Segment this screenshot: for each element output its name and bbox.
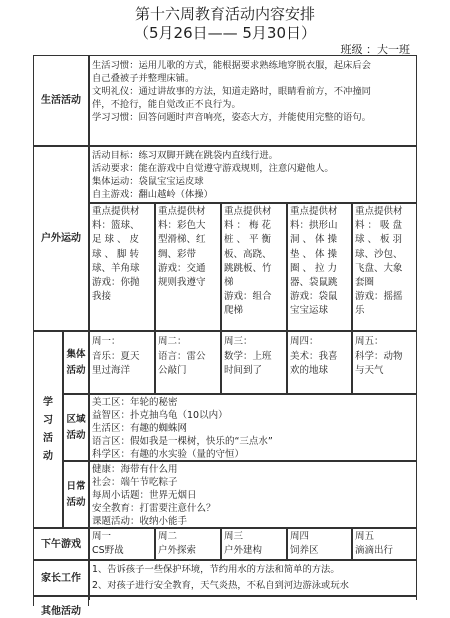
study-label: 学 习 活 动: [33, 331, 63, 528]
day-label: 周二：: [158, 336, 187, 347]
afternoon-day-5: [352, 528, 417, 560]
other-content: [89, 596, 417, 600]
day-text: 滴滴出行: [355, 544, 394, 556]
area-line: 语言区：假如我是一棵树，快乐的“三点水”: [92, 436, 273, 447]
area-activity-content: [89, 394, 417, 461]
outdoor-line: 活动目标：练习双脚开跳在跳袋内直线行进。: [92, 150, 278, 161]
outdoor-col-line: 飞盘、大象: [355, 262, 403, 274]
day-label: 周五: [355, 531, 375, 542]
daily-activity-label: 日常 活动: [63, 461, 89, 528]
page-title: 第十六周教育活动内容安排: [134, 5, 315, 23]
day-label: 周一: [92, 531, 112, 542]
outdoor-col-line: 器、袋鼠跳: [290, 277, 338, 289]
group-day-1: [89, 331, 155, 394]
group-activity-label: 集体 活动: [63, 331, 89, 394]
daily-line: 课题活动：收纳小能手: [92, 516, 188, 527]
outdoor-col-line: 游戏：你抛: [92, 277, 140, 289]
outdoor-col-line: 游戏：交通: [158, 262, 206, 274]
life-content: [89, 55, 417, 146]
area-line: 生活区：有趣的蜘蛛网: [92, 423, 188, 434]
daily-activity-content: [89, 461, 417, 528]
outdoor-col-line: 重点提供材: [355, 206, 403, 217]
other-label: 其他活动: [33, 596, 89, 606]
area-activity-label: 区域 活动: [63, 394, 89, 461]
group-day-3: [221, 331, 287, 394]
afternoon-day-1: [89, 528, 155, 560]
outdoor-col-line: 重点提供材: [290, 206, 338, 217]
outdoor-line: 自主游戏：翻山越岭（体操）: [92, 189, 213, 200]
outdoor-col-line: 梯: [224, 277, 234, 289]
day-text: 户外建构: [224, 544, 263, 556]
afternoon-day-4: [287, 528, 352, 560]
outdoor-col-line: 板、高跷、: [224, 248, 272, 260]
outdoor-col-line: 料：彩色大: [158, 220, 206, 232]
group-day-5: [352, 331, 417, 394]
outdoor-line: 集体运动：袋鼠宝宝运皮球: [92, 176, 204, 187]
outdoor-col-4: [287, 203, 352, 331]
class-label: 班级 ：大一班: [340, 43, 410, 56]
day-label: 周四：: [290, 336, 319, 347]
day-text: CS野战: [92, 544, 124, 556]
outdoor-col-line: 料 ： 梅 花: [224, 220, 272, 232]
outdoor-col-line: 宝宝运球: [290, 305, 329, 317]
date-range: （5月26日—— 5月30日）: [133, 24, 317, 42]
outdoor-col-line: 游戏：袋鼠: [290, 291, 338, 303]
outdoor-col-line: 跳跳板、竹: [224, 262, 272, 274]
outdoor-col-line: 规则我遵守: [158, 277, 206, 289]
group-day-2: [155, 331, 221, 394]
outdoor-col-line: 料：篮球、: [92, 220, 140, 232]
life-line: 伴，不抢行，能自觉改正不良行为。: [92, 99, 241, 110]
outdoor-col-line: 重点提供材: [158, 206, 206, 217]
outdoor-col-line: 重点提供材: [224, 206, 272, 217]
family-line: 2、对孩子进行安全教育，天气炎热，不私自到河边游泳或玩水: [92, 580, 349, 591]
schedule-table: [33, 55, 417, 617]
life-line: 生活习惯：运用儿歌的方式，能根据要求熟练地穿脱衣服，起床后会: [92, 60, 371, 71]
outdoor-col-line: 垫 、 体 操: [290, 248, 338, 260]
day-text: 饲养区: [290, 544, 319, 556]
day-text: 美术：我喜: [290, 350, 338, 362]
outdoor-col-line: 套圈: [355, 277, 375, 289]
day-label: 周三：: [224, 336, 253, 347]
outdoor-col-line: 我接: [92, 291, 112, 303]
afternoon-day-2: [155, 528, 221, 560]
outdoor-col-line: 型滑梯、红: [158, 234, 206, 246]
outdoor-col-line: 球、羊角球: [92, 262, 140, 274]
outdoor-col-line: 重点提供材: [92, 206, 140, 217]
day-text: 里过海洋: [92, 365, 131, 376]
outdoor-goals: [89, 146, 417, 203]
outdoor-col-line: 料 ： 吸 盘: [355, 220, 403, 232]
daily-line: 每周小话题：世界无烟日: [92, 490, 197, 501]
family-line: 1、告诉孩子一些保护环境，节约用水的方法和简单的方法。: [92, 564, 340, 575]
day-label: 周二: [158, 531, 178, 542]
day-label: 周四: [290, 531, 310, 542]
day-text: 科学：动物: [355, 350, 403, 362]
outdoor-col-1: [89, 203, 155, 331]
daily-line: 社会：端午节吃粽子: [92, 477, 178, 488]
outdoor-col-line: 游戏：摇摇: [355, 291, 403, 303]
day-text: 音乐：夏天: [92, 350, 140, 362]
life-label: 生活活动: [33, 55, 89, 146]
outdoor-col-line: 绸、彩带: [158, 248, 197, 260]
day-text: 与天气: [355, 365, 384, 376]
daily-line: 健康：海带有什么用: [92, 464, 178, 475]
group-day-4: [287, 331, 352, 394]
area-line: 科学区：有趣的水实验（量的守恒）: [92, 449, 245, 460]
outdoor-col-line: 乐: [355, 305, 365, 317]
outdoor-col-line: 游戏：组合: [224, 291, 272, 303]
life-line: 自己叠被子并整理床铺。: [92, 73, 195, 84]
outdoor-col-line: 球 、 脚 转: [92, 248, 140, 260]
outdoor-col-line: 球、沙包、: [355, 248, 403, 260]
day-text: 欢的地球: [290, 365, 329, 376]
day-text: 数学：上班: [224, 350, 272, 362]
day-label: 周三: [224, 531, 244, 542]
day-text: 语言：雷公: [158, 350, 206, 362]
outdoor-col-line: 料：拱形山: [290, 220, 338, 232]
day-text: 户外探索: [158, 544, 197, 556]
life-line: 学习习惯：回答问题时声音响亮，姿态大方，并能使用完整的语句。: [92, 112, 371, 123]
area-line: 益智区：扑克抽乌龟（10以内）: [92, 410, 228, 421]
outdoor-line: 活动要求：能在游戏中自觉遵守游戏规则，注意闪避他人。: [92, 163, 334, 174]
day-text: 公敲门: [158, 365, 187, 376]
area-line: 美工区：年轮的秘密: [92, 397, 178, 408]
outdoor-col-line: 圈 、 拉 力: [290, 262, 338, 274]
day-label: 周一：: [92, 336, 121, 347]
day-text: 时间到了: [224, 365, 263, 376]
outdoor-col-line: 桩 、 平 衡: [224, 234, 272, 246]
outdoor-col-line: 洞 、 体 操: [290, 234, 338, 246]
outdoor-col-5: [352, 203, 417, 331]
afternoon-day-3: [221, 528, 287, 560]
daily-line: 安全教育：打雷要注意什么？: [92, 503, 216, 514]
outdoor-col-3: [221, 203, 287, 331]
family-content: [89, 560, 417, 596]
life-line: 文明礼仪：通过讲故事的方法，知道走路时，眼睛看前方，不冲撞同: [92, 86, 371, 97]
outdoor-col-line: 球 、 板 羽: [355, 234, 403, 246]
afternoon-label: 下午游戏: [33, 528, 89, 560]
outdoor-col-line: 爬梯: [224, 305, 244, 317]
outdoor-col-2: [155, 203, 221, 331]
outdoor-label: 户外运动: [33, 146, 89, 331]
day-label: 周五：: [355, 336, 384, 347]
family-label: 家长工作: [33, 560, 89, 596]
outdoor-col-line: 足 球 、 皮: [92, 234, 140, 246]
